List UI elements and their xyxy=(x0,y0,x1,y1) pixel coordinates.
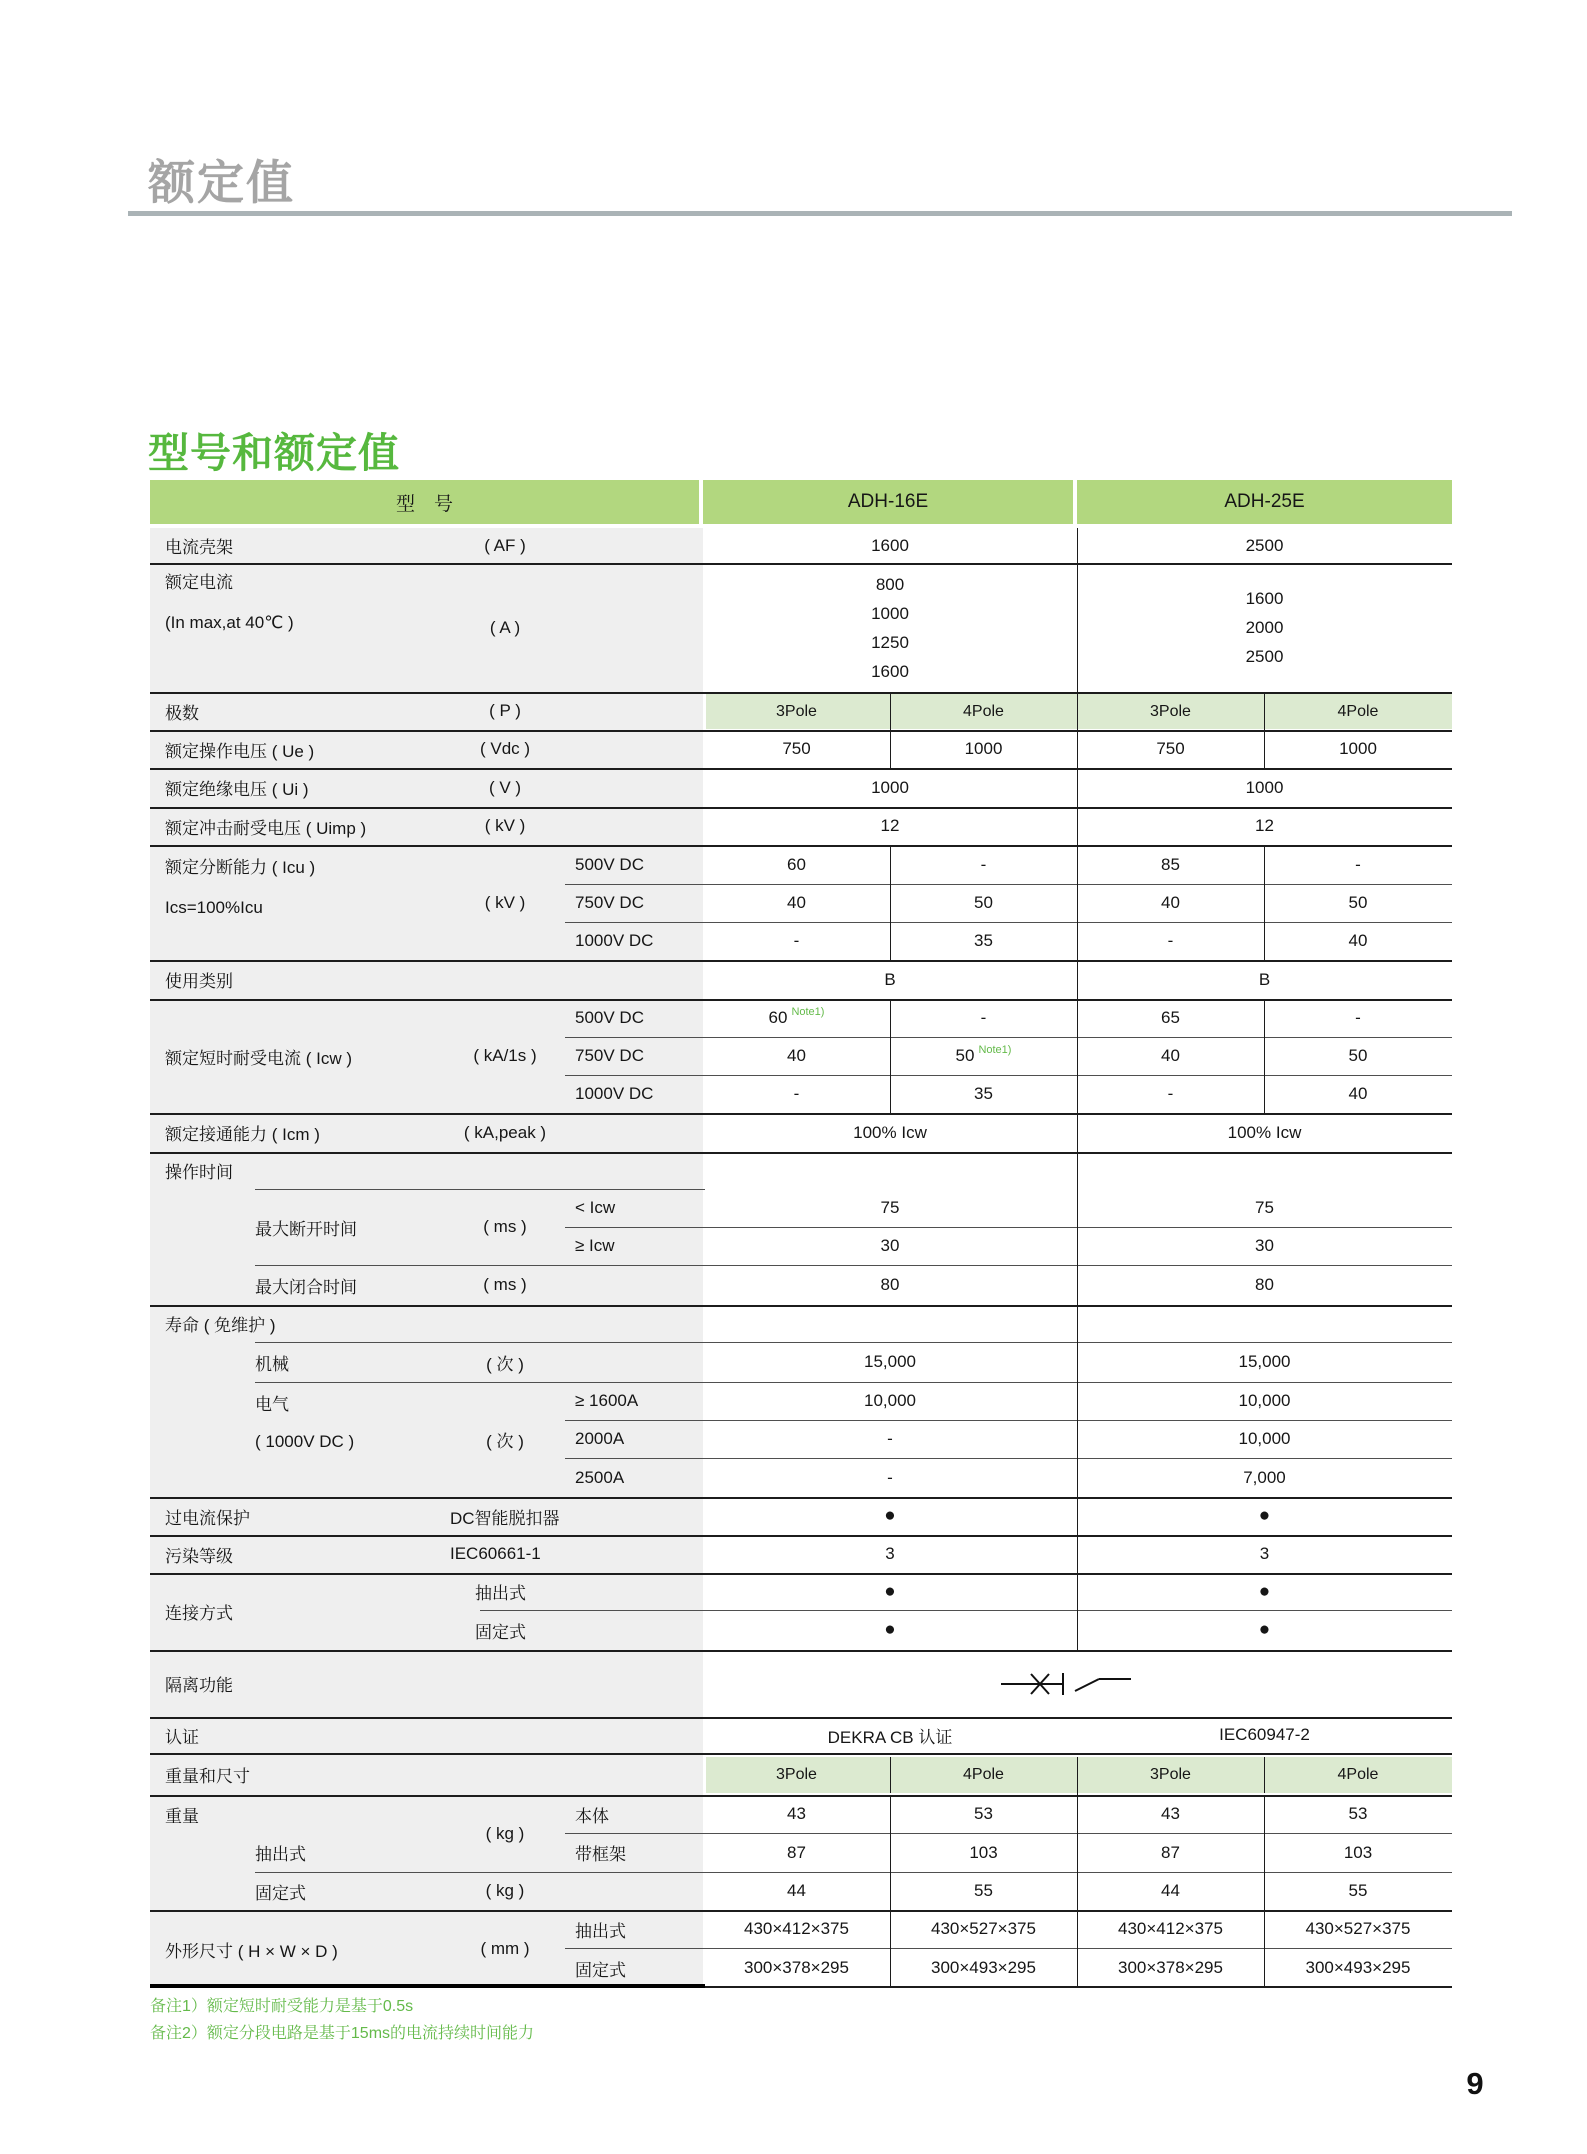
value-weight: 87 xyxy=(1161,1842,1180,1862)
value-dims: 300×378×295 xyxy=(1118,1958,1223,1977)
value-mech-25e: 15,000 xyxy=(1238,1352,1291,1371)
row-label-elec: 电气 xyxy=(255,1394,289,1414)
value-dims: 430×412×375 xyxy=(1118,1919,1223,1938)
row-label-icu: 额定分断能力 ( Icu ) xyxy=(165,857,316,877)
value-elec: - xyxy=(887,1429,893,1448)
value-pollution-25e: 3 xyxy=(1259,1544,1270,1563)
cond-icw-1000: 1000V DC xyxy=(575,1084,654,1103)
value-icu: 60 xyxy=(787,854,806,874)
unit-current: ( A ) xyxy=(489,617,521,637)
value-category-16e: B xyxy=(884,969,896,989)
value-weight-fixed: 55 xyxy=(974,1881,993,1900)
value-weight: 43 xyxy=(1161,1804,1180,1823)
value-open-ge-25e: 30 xyxy=(1255,1236,1274,1255)
value-current-25e-1: 1600 xyxy=(1245,589,1284,608)
cond-icu-1000: 1000V DC xyxy=(575,931,654,950)
value-frame-16e: 1600 xyxy=(871,535,909,555)
unit-uimp: ( kV ) xyxy=(484,816,526,835)
value-close-25e: 80 xyxy=(1255,1275,1274,1294)
row-label-open-time: 最大断开时间 xyxy=(255,1219,357,1239)
value-icw: 65 xyxy=(1161,1008,1180,1027)
unit-icu: ( kV ) xyxy=(484,892,526,912)
cond-conn-drawout: 抽出式 xyxy=(475,1584,526,1603)
pole-label: 4Pole xyxy=(963,702,1004,720)
unit-mech: ( 次 ) xyxy=(486,1354,524,1374)
row-label-elec-cond: ( 1000V DC ) xyxy=(255,1432,355,1451)
value-icm-25e: 100% Icw xyxy=(1227,1122,1302,1142)
value-weight: 103 xyxy=(1343,1842,1373,1862)
value-ui-16e: 1000 xyxy=(871,777,909,797)
value-icu: 40 xyxy=(787,893,806,912)
value-current-16e xyxy=(703,563,1077,692)
row-label-mech: 机械 xyxy=(255,1354,289,1374)
row-label-weight: 重量 xyxy=(165,1806,199,1826)
cond-dims-fixed: 固定式 xyxy=(575,1960,626,1980)
value-icu: 40 xyxy=(1161,893,1180,912)
value-ue-3: 750 xyxy=(1156,739,1185,758)
value-elec: 10,000 xyxy=(864,1391,916,1410)
value-elec: 7,000 xyxy=(1243,1467,1286,1487)
value-ue-4: 1000 xyxy=(1339,739,1377,758)
footnote-2: 备注2）额定分段电路是基于15ms的电流持续时间能力 xyxy=(150,2024,535,2042)
bullet-dot: ● xyxy=(1258,1505,1271,1526)
value-weight: 43 xyxy=(787,1804,806,1823)
pole-label: 3Pole xyxy=(1150,1766,1191,1783)
row-label-ocp: 过电流保护 xyxy=(165,1508,250,1528)
value-current-16e-2: 1000 xyxy=(871,603,909,623)
cond-icw-500: 500V DC xyxy=(575,1008,644,1027)
page-title: 额定值 xyxy=(148,156,295,209)
value-icw: 35 xyxy=(974,1084,993,1103)
value-icw: 40 xyxy=(787,1046,806,1065)
value-ue-1: 750 xyxy=(782,739,811,758)
value-uimp-16e: 12 xyxy=(880,816,900,835)
value-weight-fixed: 44 xyxy=(787,1881,806,1900)
value-frame-25e: 2500 xyxy=(1245,535,1284,555)
header-model-col: 型 号 xyxy=(150,480,699,524)
value-icu: - xyxy=(980,854,987,874)
pole-label: 3Pole xyxy=(1150,702,1191,720)
cond-ge-icw: ≥ Icw xyxy=(575,1236,615,1255)
isolation-symbol-icon xyxy=(1001,1670,1131,1698)
value-current-16e-4: 1600 xyxy=(871,661,909,681)
value-icw: 60 xyxy=(768,1008,788,1027)
value-current-25e-3: 2500 xyxy=(1245,647,1284,666)
pole-label: 3Pole xyxy=(776,1766,817,1783)
value-icw-noted xyxy=(890,1037,1077,1075)
value-dims: 300×493×295 xyxy=(931,1958,1036,1977)
value-open-ge-16e: 30 xyxy=(880,1236,900,1255)
bullet-dot: ● xyxy=(1258,1619,1271,1640)
value-weight-fixed: 44 xyxy=(1161,1881,1180,1900)
page-number: 9 xyxy=(1466,2066,1484,2101)
value-icu: 50 xyxy=(974,893,993,912)
row-label-ue: 额定操作电压 ( Ue ) xyxy=(165,741,315,761)
value-category-25e: B xyxy=(1258,969,1271,989)
value-icw: 40 xyxy=(1348,1084,1368,1103)
row-label-dims: 外形尺寸 ( H × W × D ) xyxy=(165,1941,338,1961)
row-label-category: 使用类别 xyxy=(165,972,233,991)
cond-icu-500: 500V DC xyxy=(575,854,644,874)
value-dims: 430×412×375 xyxy=(744,1919,849,1938)
value-current-16e-1: 800 xyxy=(875,574,905,594)
value-pollution-16e: 3 xyxy=(885,1544,895,1563)
row-label-isolation: 隔离功能 xyxy=(165,1676,233,1695)
value-current-25e-2: 2000 xyxy=(1245,618,1284,637)
row-label-pollution: 污染等级 xyxy=(165,1546,233,1566)
value-icu: 50 xyxy=(1348,893,1368,912)
value-dims: 300×493×295 xyxy=(1305,1958,1411,1977)
cond-elec-1600: ≥ 1600A xyxy=(575,1391,639,1410)
row-label-conn: 连接方式 xyxy=(165,1604,233,1623)
value-icw-noted xyxy=(703,999,890,1037)
value-icw: 50 xyxy=(955,1046,975,1065)
value-current-25e xyxy=(1077,563,1452,692)
unit-weight-fixed: ( kg ) xyxy=(485,1881,525,1900)
value-elec: 10,000 xyxy=(1238,1391,1291,1410)
value-weight: 103 xyxy=(969,1842,998,1862)
cond-elec-2000: 2000A xyxy=(575,1429,625,1448)
value-icu: 85 xyxy=(1161,854,1180,874)
value-icu: 40 xyxy=(1348,931,1368,950)
unit-weight: ( kg ) xyxy=(485,1823,525,1843)
value-ui-25e: 1000 xyxy=(1245,777,1284,797)
unit-icw: ( kA/1s ) xyxy=(473,1046,537,1065)
value-dims: 300×378×295 xyxy=(744,1958,849,1977)
row-label-icu-ics: Ics=100%Icu xyxy=(165,898,263,917)
value-elec: 10,000 xyxy=(1238,1429,1291,1448)
header-model-adh16e: ADH-16E xyxy=(703,480,1073,524)
cond-weight-body: 本体 xyxy=(575,1806,609,1826)
row-label-close-time: 最大闭合时间 xyxy=(255,1277,357,1297)
value-icw: - xyxy=(1355,1008,1361,1027)
row-label-cert: 认证 xyxy=(165,1727,199,1747)
value-elec: - xyxy=(887,1467,893,1487)
unit-ue: ( Vdc ) xyxy=(479,739,531,758)
value-mech-16e: 15,000 xyxy=(864,1352,916,1371)
value-weight: 53 xyxy=(974,1804,993,1823)
cond-conn-fixed: 固定式 xyxy=(475,1622,526,1642)
unit-poles: ( P ) xyxy=(489,701,521,720)
value-icw: - xyxy=(1167,1084,1174,1103)
row-label-optime: 操作时间 xyxy=(165,1163,233,1182)
row-label-frame: 电流壳架 xyxy=(165,538,233,557)
row-label-current-2: (In max,at 40℃ ) xyxy=(165,613,294,632)
value-icw: 50 xyxy=(1348,1046,1368,1065)
value-icw: 40 xyxy=(1161,1046,1180,1065)
unit-dims: ( mm ) xyxy=(480,1939,530,1958)
pole-label: 4Pole xyxy=(963,1766,1004,1783)
value-uimp-25e: 12 xyxy=(1255,816,1274,835)
row-label-current-1: 额定电流 xyxy=(165,573,233,592)
value-open-lt-25e: 75 xyxy=(1255,1198,1274,1217)
value-current-16e-3: 1250 xyxy=(871,632,909,652)
bullet-dot: ● xyxy=(884,1505,896,1526)
value-weight: 53 xyxy=(1348,1804,1368,1823)
pole-label: 4Pole xyxy=(1337,702,1379,720)
mid-label-ocp: DC智能脱扣器 xyxy=(450,1508,560,1528)
note1-superscript: Note1) xyxy=(791,1006,825,1018)
value-cert-16e: DEKRA CB 认证 xyxy=(827,1727,953,1747)
row-label-wd: 重量和尺寸 xyxy=(165,1766,250,1786)
value-dims: 430×527×375 xyxy=(1305,1919,1411,1938)
unit-frame: ( AF ) xyxy=(484,535,526,555)
unit-open-time: ( ms ) xyxy=(483,1217,527,1236)
section-title: 型号和额定值 xyxy=(148,430,400,476)
mid-label-pollution: IEC60661-1 xyxy=(450,1544,541,1563)
row-label-weight-drawout: 抽出式 xyxy=(255,1845,306,1864)
value-cert-25e: IEC60947-2 xyxy=(1219,1725,1310,1744)
cond-elec-2500: 2500A xyxy=(575,1467,625,1487)
row-label-icm: 额定接通能力 ( Icm ) xyxy=(165,1125,320,1144)
row-label-poles: 极数 xyxy=(165,703,199,723)
header-model-adh25e: ADH-25E xyxy=(1077,480,1452,524)
row-label-icw: 额定短时耐受电流 ( Icw ) xyxy=(165,1048,352,1068)
cond-weight-frame: 带框架 xyxy=(575,1845,626,1864)
pole-label: 3Pole xyxy=(776,702,817,720)
row-label-uimp: 额定冲击耐受电压 ( Uimp ) xyxy=(165,818,367,838)
value-close-16e: 80 xyxy=(880,1275,900,1294)
bullet-dot: ● xyxy=(884,1619,896,1640)
bullet-dot: ● xyxy=(1258,1580,1271,1602)
value-icw: - xyxy=(793,1084,800,1103)
unit-icm: ( kA,peak ) xyxy=(463,1122,547,1142)
bullet-dot: ● xyxy=(884,1580,896,1602)
value-weight: 87 xyxy=(787,1842,806,1862)
value-dims: 430×527×375 xyxy=(931,1919,1036,1938)
footnote-1: 备注1）额定短时耐受能力是基于0.5s xyxy=(150,1997,414,2015)
unit-elec: ( 次 ) xyxy=(486,1432,524,1451)
value-icu: 35 xyxy=(974,931,993,950)
cond-dims-drawout: 抽出式 xyxy=(575,1921,626,1941)
cond-icw-750: 750V DC xyxy=(575,1046,644,1065)
value-icu: - xyxy=(793,931,800,950)
row-label-current xyxy=(165,563,485,692)
row-label-life: 寿命 ( 免维护 ) xyxy=(165,1316,276,1335)
row-label-weight-fixed: 固定式 xyxy=(255,1883,306,1903)
value-ue-2: 1000 xyxy=(964,739,1003,758)
cond-lt-icw: < Icw xyxy=(575,1198,616,1217)
note1-superscript: Note1) xyxy=(978,1044,1012,1056)
value-open-lt-16e: 75 xyxy=(880,1198,900,1217)
value-icm-16e: 100% Icw xyxy=(853,1122,927,1142)
unit-ui: ( V ) xyxy=(488,777,522,797)
value-icu: - xyxy=(1355,854,1361,874)
value-icu: - xyxy=(1167,931,1174,950)
unit-close-time: ( ms ) xyxy=(483,1275,527,1294)
cond-icu-750: 750V DC xyxy=(575,893,644,912)
value-icw: - xyxy=(980,1008,987,1027)
row-label-ui: 额定绝缘电压 ( Ui ) xyxy=(165,780,309,799)
value-weight-fixed: 55 xyxy=(1348,1881,1368,1900)
pole-label: 4Pole xyxy=(1337,1766,1379,1783)
title-rule xyxy=(128,211,1512,216)
